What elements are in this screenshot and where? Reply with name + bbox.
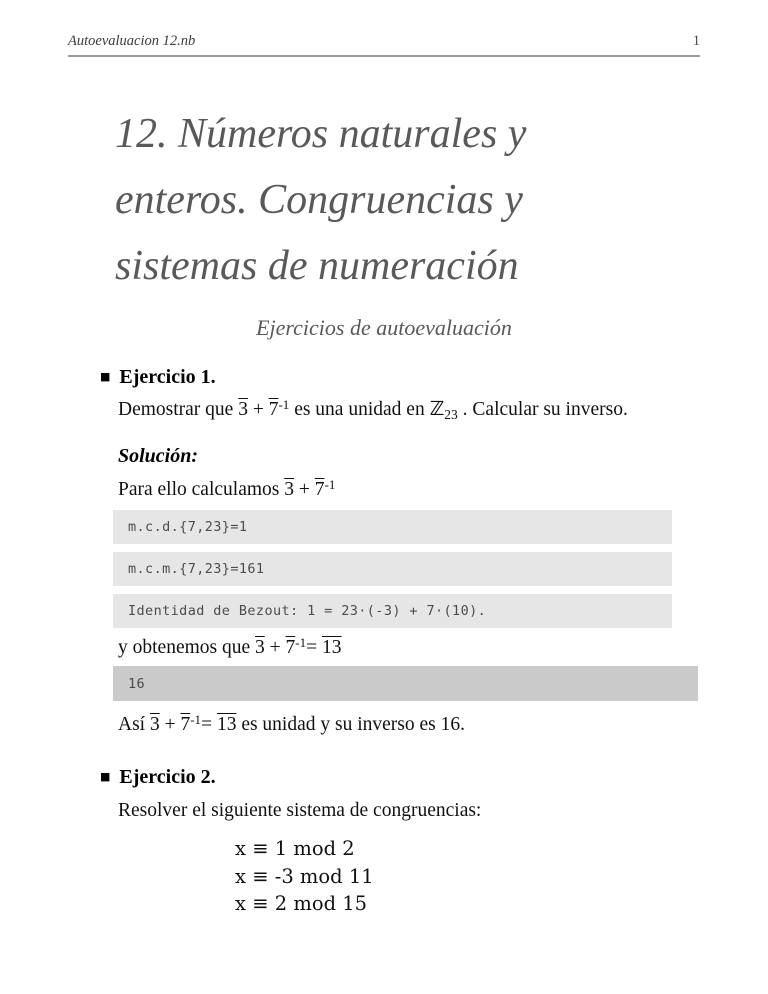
document-title: [115, 101, 708, 299]
math-overline-13: 13: [216, 714, 237, 735]
title-line-2: enteros. Congruencias y: [115, 177, 523, 223]
section-bullet-icon: ■: [100, 370, 111, 383]
math-overline-7: 7: [268, 399, 279, 420]
statement-text-post: . Calcular su inverso.: [457, 399, 628, 420]
exercise-2-heading: [100, 765, 768, 789]
math-overline-3: 3: [238, 399, 248, 420]
conclusion-line: [118, 713, 728, 737]
result-cell: [113, 666, 698, 701]
math-equals-sign: =: [306, 637, 322, 658]
output-cell-mcm: [113, 552, 672, 586]
math-overline-3: 3: [284, 479, 294, 500]
title-line-3: sistemas de numeración: [115, 243, 519, 289]
math-equals-sign: =: [201, 714, 217, 735]
output-text: m.c.m.{7,23}=161: [128, 561, 265, 577]
output-cells: [0, 510, 768, 628]
math-overline-13: 13: [321, 637, 342, 658]
math-exponent: -1: [278, 397, 290, 412]
output-text: m.c.d.{7,23}=1: [128, 519, 248, 535]
exercise-1-heading-label: Ejercicio 1.: [119, 366, 216, 388]
math-overline-3: 3: [255, 637, 265, 658]
congruence-line-2: x ≡ -3 mod 11: [235, 864, 374, 888]
math-plus-sign: +: [264, 637, 286, 658]
math-overline-3: 3: [149, 714, 160, 735]
result-value: 16: [128, 675, 146, 692]
exercise-1-statement: [118, 397, 728, 422]
page-header: [68, 0, 700, 57]
exercise-2-heading-label: Ejercicio 2.: [119, 766, 216, 788]
math-integers-mod-symbol: ℤ: [429, 397, 445, 420]
output-cell-bezout: [113, 594, 672, 628]
math-overline-7: 7: [180, 714, 191, 735]
math-plus-sign: +: [159, 714, 181, 735]
calc-text-pre: Para ello calculamos: [118, 479, 285, 500]
congruence-line-3: x ≡ 2 mod 15: [235, 892, 368, 915]
congruence-line-1: x ≡ 1 mod 2: [235, 837, 355, 860]
math-exponent: -1: [190, 712, 202, 727]
conclusion-text-post: es unidad y su inverso es 16.: [236, 714, 465, 735]
output-cell-mcd: [113, 510, 672, 544]
obtain-line: [118, 636, 728, 660]
congruence-system: [235, 835, 768, 918]
statement-text-pre: Demostrar que: [118, 399, 239, 420]
document-subtitle: Ejercicios de autoevaluación: [256, 315, 512, 340]
exercise-1-heading: [100, 365, 768, 389]
math-overline-7: 7: [314, 479, 325, 500]
math-plus-sign: +: [247, 399, 269, 420]
exercise-2-intro: Resolver el siguiente sistema de congruencias:: [118, 800, 482, 821]
statement-text-mid: es una unidad en: [289, 399, 430, 420]
calculation-intro: [118, 478, 728, 502]
conclusion-text-pre: Así: [118, 714, 150, 735]
title-line-1: 12. Números naturales y: [115, 111, 527, 157]
math-plus-sign: +: [293, 479, 315, 500]
math-exponent: -1: [295, 635, 307, 650]
output-text: Identidad de Bezout: 1 = 23·(-3) + 7·(10).: [128, 603, 487, 619]
header-page-number: 1: [692, 33, 700, 49]
section-bullet-icon: ■: [100, 770, 111, 783]
math-overline-7: 7: [285, 637, 296, 658]
obtain-text-pre: y obtenemos que: [118, 637, 256, 658]
header-doc-name: Autoevaluacion 12.nb: [68, 33, 196, 49]
math-exponent: -1: [324, 477, 336, 492]
math-modulus-subscript: 23: [444, 407, 458, 422]
solution-label: Solución:: [118, 445, 199, 467]
